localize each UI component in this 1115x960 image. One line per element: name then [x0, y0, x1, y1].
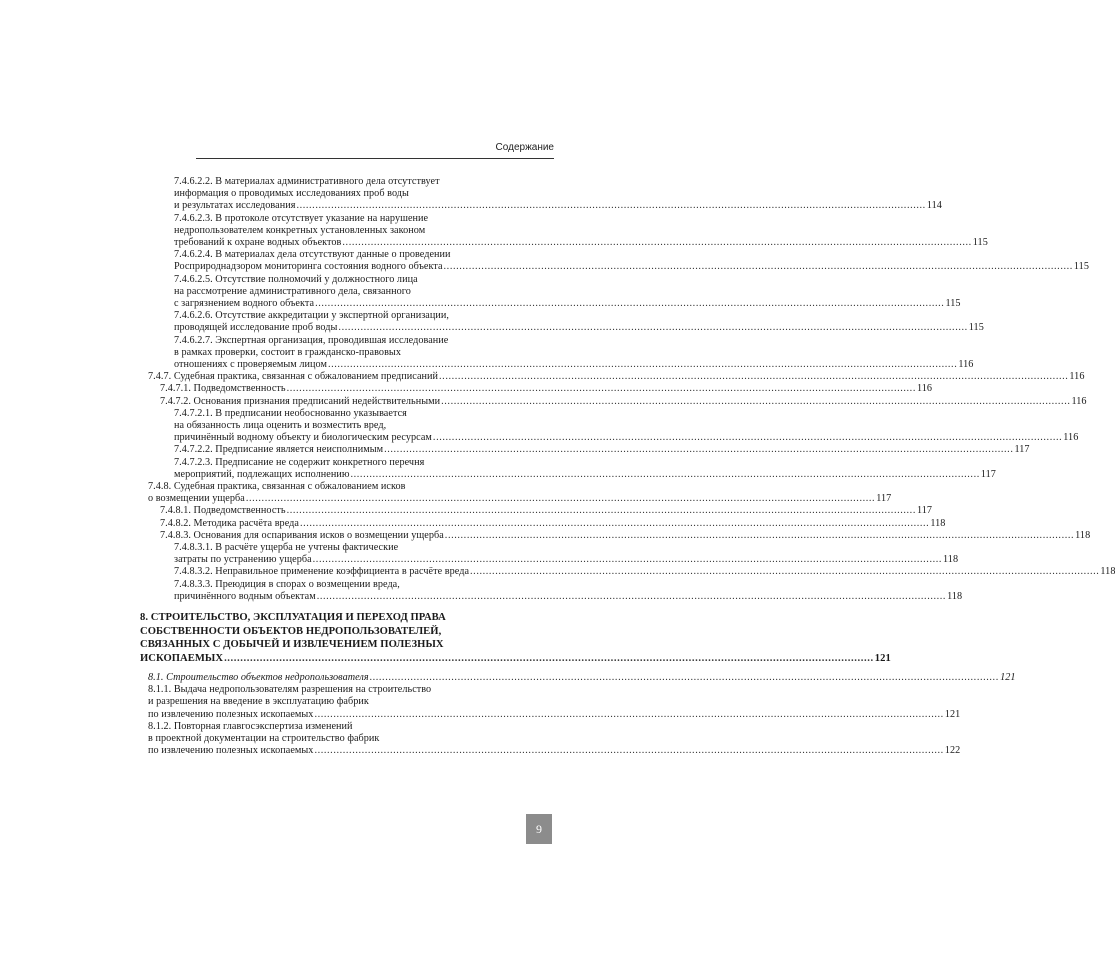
toc-entry[interactable]	[160, 505, 933, 517]
toc-dot-leader: ........................................................................................................................................................................................................	[338, 322, 968, 334]
toc-entry[interactable]	[160, 383, 933, 395]
toc-dot-leader: ........................................................................................................................................................................................................	[384, 444, 1014, 456]
toc-entry-last-line	[140, 652, 891, 666]
toc-entry-text-line: 8. СТРОИТЕЛЬСТВО, ЭКСПЛУАТАЦИЯ И ПЕРЕХОД ПРАВА	[140, 612, 446, 623]
toc-dot-leader: ........................................................................................................................................................................................................	[327, 358, 958, 370]
toc-entry[interactable]	[148, 684, 961, 721]
toc-entry-text-line: проводящей исследование проб воды	[174, 322, 338, 334]
toc-page-number: 121	[874, 652, 891, 664]
toc-entry[interactable]	[148, 371, 1085, 383]
toc-entry[interactable]	[148, 481, 892, 505]
toc-entry-last-line	[148, 672, 1016, 684]
toc-entry[interactable]	[160, 395, 1087, 408]
toc-entry-text-line: затраты по устранению ущерба	[174, 554, 312, 566]
toc-page-number: 117	[876, 493, 892, 505]
toc-entry[interactable]	[174, 566, 1115, 578]
toc-entry-text-line: по извлечению полезных ископаемых	[148, 708, 314, 720]
toc-entry-text-line: 7.4.6.2.4. В материалах дела отсутствуют данные о проведении	[174, 249, 451, 261]
toc-entry[interactable]	[174, 407, 1079, 445]
toc-entry-text-line: информация о проводимых исследованиях проб воды	[174, 188, 409, 200]
toc-entry-text-line: 7.4.7.2.2. Предписание является неисполнимым	[174, 444, 384, 456]
toc-entry-text-line: в проектной документации на строительство фабрик	[148, 732, 380, 744]
toc-chapter-entry[interactable]	[140, 611, 891, 665]
toc-entry[interactable]	[174, 176, 942, 213]
toc-entry-text-line: 7.4.7. Судебная практика, связанная с обжалованием предписаний	[148, 371, 439, 383]
toc-entry-last-line	[174, 358, 974, 371]
toc-page-number: 115	[972, 236, 988, 248]
toc-entry-text-line: 7.4.6.2.2. В материалах административного дела отсутствует	[174, 176, 440, 187]
toc-page-number: 117	[980, 468, 996, 480]
toc-dot-leader: ........................................................................................................................................................................................................	[286, 505, 916, 517]
toc-entry-text-line: ИСКОПАЕМЫХ	[140, 652, 224, 664]
toc-dot-leader: ........................................................................................................................................................................................................	[432, 432, 1063, 444]
toc-entry-text-line: 8.1.2. Повторная главгосэкспертиза изменений	[148, 720, 353, 732]
toc-page-number: 116	[1069, 371, 1085, 383]
toc-page-number: 116	[1063, 432, 1079, 444]
toc-entry[interactable]	[148, 720, 961, 758]
toc-entry-text-line: 7.4.6.2.7. Экспертная организация, проводившая исследование	[174, 334, 449, 346]
toc-page-number: 115	[968, 322, 984, 334]
toc-entry-text-line: о возмещении ущерба	[148, 493, 245, 505]
toc-entry-last-line	[174, 236, 988, 249]
toc-dot-leader: ........................................................................................................................................................................................................	[296, 200, 926, 212]
toc-entry-last-line	[174, 200, 942, 212]
toc-entry-last-line	[148, 708, 961, 721]
toc-dot-leader: ........................................................................................................................................................................................................	[224, 652, 874, 664]
toc-dot-leader: ........................................................................................................................................................................................................	[312, 554, 943, 566]
toc-page-number: 115	[945, 297, 961, 309]
toc-entry-text-line: 8.1.1. Выдача недропользователям разрешения на строительство	[148, 684, 432, 696]
toc-entry-text-line: и разрешения на введение в эксплуатацию фабрик	[148, 696, 369, 708]
toc-entry-text-line: СОБСТВЕННОСТИ ОБЪЕКТОВ НЕДРОПОЛЬЗОВАТЕЛЕЙ,	[140, 625, 442, 637]
toc-entry-text-line: с загрязнением водного объекта	[174, 297, 315, 309]
toc-entry[interactable]	[160, 529, 1091, 542]
toc-entry-last-line	[174, 444, 1030, 456]
toc-page-number: 121	[1000, 672, 1016, 683]
toc-page-number: 118	[930, 517, 946, 529]
toc-entry-text-line: требований к охране водных объектов	[174, 236, 342, 248]
toc-dot-leader: ........................................................................................................................................................................................................	[470, 566, 1100, 578]
toc-entry[interactable]	[174, 456, 996, 481]
toc-entry-text-line: 7.4.6.2.6. Отсутствие аккредитации у экспертной организации,	[174, 310, 449, 322]
toc-entry-text-line: 8.1. Строительство объектов недропользователя	[148, 672, 369, 683]
toc-entry-last-line	[148, 493, 892, 505]
toc-entry-last-line	[174, 322, 984, 334]
toc-entry-text-line: 7.4.8. Судебная практика, связанная с обжалованием исков	[148, 481, 406, 492]
toc-page-number: 114	[926, 200, 942, 212]
toc-page-number: 116	[958, 358, 974, 370]
toc-page-number: 122	[944, 745, 961, 757]
toc-entry-last-line	[174, 566, 1115, 578]
toc-entry-text-line: Росприроднадзором мониторинга состояния водного объекта	[174, 261, 443, 273]
toc-entry[interactable]	[160, 517, 946, 530]
toc-dot-leader: ........................................................................................................................................................................................................	[439, 371, 1069, 383]
toc-dot-leader: ........................................................................................................................................................................................................	[350, 468, 980, 480]
toc-entry-text-line: недропользователем конкретных установленных законом	[174, 224, 426, 236]
toc-entry-last-line	[174, 554, 959, 566]
toc-page-number: 115	[1073, 261, 1089, 273]
toc-entry-text-line: 7.4.7.2. Основания признания предписаний недействительными	[160, 395, 441, 407]
toc-entry-text-line: 7.4.8.3.2. Неправильное применение коэффициента в расчёте вреда	[174, 566, 470, 578]
toc-dot-leader: ........................................................................................................................................................................................................	[245, 493, 876, 505]
toc-entry-last-line	[174, 432, 1079, 444]
toc-page-number: 121	[944, 708, 961, 720]
toc-dot-leader: ........................................................................................................................................................................................................	[441, 395, 1071, 407]
toc-entry-last-line	[160, 517, 946, 530]
toc-entry-last-line	[148, 371, 1085, 383]
toc-page-number: 116	[1071, 395, 1087, 407]
toc-entry-text-line: 7.4.8.1. Подведомственность	[160, 505, 286, 517]
toc-entry-text-line: и результатах исследования	[174, 200, 296, 212]
toc-entry-text-line: 7.4.8.3.3. Преюдиция в спорах о возмещении вреда,	[174, 578, 400, 590]
toc-dot-leader: ........................................................................................................................................................................................................	[369, 672, 1000, 683]
toc-entry-text-line: на обязанность лица оценить и возместить вред,	[174, 419, 387, 431]
page-number-badge: 9	[526, 814, 552, 844]
toc-entry[interactable]	[174, 212, 988, 250]
toc-section-entry[interactable]	[148, 672, 1016, 684]
toc-page-number: 117	[916, 505, 933, 517]
toc-entry-text-line: мероприятий, подлежащих исполнению	[174, 468, 350, 480]
toc-entry[interactable]	[174, 273, 961, 311]
toc-entry-last-line	[160, 505, 933, 517]
toc-entry[interactable]	[174, 249, 1089, 273]
toc-entry[interactable]	[174, 578, 963, 603]
toc-entry-text-line: по извлечению полезных ископаемых	[148, 745, 314, 757]
toc-entry[interactable]	[174, 310, 984, 334]
toc-dot-leader: ........................................................................................................................................................................................................	[444, 529, 1075, 541]
toc-entry-text-line: отношениях с проверяемым лицом	[174, 358, 327, 370]
toc-entry-text-line: в рамках проверки, состоит в гражданско-правовых	[174, 346, 401, 358]
toc-entry-last-line	[160, 395, 1087, 408]
toc-entry-last-line	[174, 590, 963, 603]
toc-dot-leader: ........................................................................................................................................................................................................	[315, 297, 945, 309]
toc-entry-text-line: 7.4.6.2.3. В протоколе отсутствует указание на нарушение	[174, 212, 429, 224]
toc-entry-last-line	[160, 529, 1091, 542]
toc-entry-last-line	[160, 383, 933, 395]
toc-dot-leader: ........................................................................................................................................................................................................	[443, 261, 1073, 273]
toc-entry-text-line: 7.4.8.3.1. В расчёте ущерба не учтены фактические	[174, 542, 399, 553]
toc-entry-text-line: 7.4.7.2.3. Предписание не содержит конкретного перечня	[174, 456, 425, 468]
toc-dot-leader: ........................................................................................................................................................................................................	[286, 383, 916, 395]
toc-entry-text-line: причинённый водному объекту и биологическим ресурсам	[174, 432, 432, 444]
toc-page-number: 118	[1075, 529, 1091, 541]
toc-entry-text-line: причинённого водным объектам	[174, 590, 316, 602]
toc-entry[interactable]	[174, 542, 959, 566]
toc-entry-last-line	[174, 468, 996, 481]
toc-entry-text-line: 7.4.6.2.5. Отсутствие полномочий у должностного лица	[174, 273, 418, 285]
toc-page-number: 118	[943, 554, 959, 566]
toc-dot-leader: ........................................................................................................................................................................................................	[342, 236, 972, 248]
toc-entry[interactable]	[174, 334, 974, 372]
toc-entry-text-line: 7.4.8.2. Методика расчёта вреда	[160, 517, 299, 529]
toc-entry-text-line: СВЯЗАННЫХ С ДОБЫЧЕЙ И ИЗВЛЕЧЕНИЕМ ПОЛЕЗНЫХ	[140, 639, 444, 650]
toc-entry-last-line	[174, 261, 1089, 273]
toc-entry-text-line: 7.4.7.1. Подведомственность	[160, 383, 286, 395]
toc-entry-last-line	[148, 745, 961, 757]
toc-dot-leader: ........................................................................................................................................................................................................	[316, 590, 947, 602]
toc-entry-text-line: 7.4.7.2.1. В предписании необоснованно указывается	[174, 407, 407, 419]
toc-page-number: 117	[1014, 444, 1030, 456]
toc-entry-text-line: на рассмотрение административного дела, связанного	[174, 285, 411, 297]
running-header-title: Содержание	[495, 142, 554, 153]
toc-page-number: 118	[947, 590, 963, 602]
toc-entry[interactable]	[174, 444, 1030, 456]
toc-dot-leader: ........................................................................................................................................................................................................	[314, 708, 944, 720]
toc-dot-leader: ........................................................................................................................................................................................................	[314, 745, 944, 757]
toc-page-number: 118	[1100, 566, 1115, 578]
toc-entry-text-line: 7.4.8.3. Основания для оспаривания исков о возмещении ущерба	[160, 529, 444, 541]
toc-dot-leader: ........................................................................................................................................................................................................	[299, 517, 930, 529]
toc-entry-last-line	[174, 297, 961, 310]
toc-page-number: 116	[916, 383, 933, 395]
